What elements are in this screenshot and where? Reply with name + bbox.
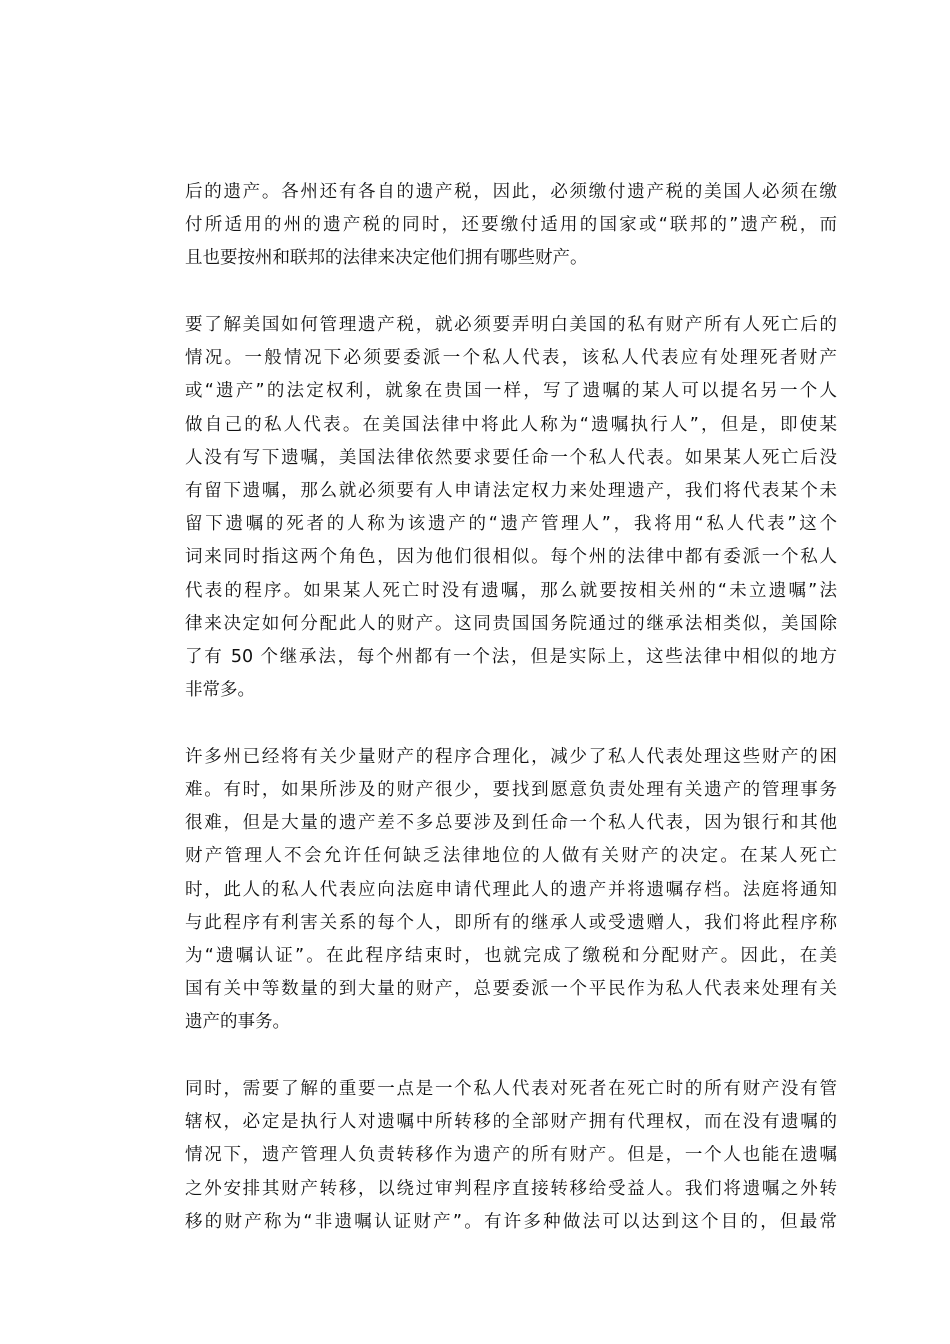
- text-line: 时，此人的私人代表应向法庭申请代理此人的遗产并将遗嘱存档。法庭将通知: [185, 879, 837, 900]
- text-line: 之外安排其财产转移，以绕过审判程序直接转移给受益人。我们将遗嘱之外转: [185, 1178, 837, 1199]
- text-line: 做自己的私人代表。在美国法律中将此人称为“遗嘱执行人”，但是，即使某: [185, 414, 837, 435]
- text-line: 移的财产称为“非遗嘱认证财产”。有许多种做法可以达到这个目的，但最常: [185, 1211, 837, 1232]
- text-line: 律来决定如何分配此人的财产。这同贵国国务院通过的继承法相类似，美国除: [185, 613, 837, 634]
- text-line: 情况。一般情况下必须要委派一个私人代表，该私人代表应有处理死者财产: [185, 348, 837, 369]
- text-line: 财产管理人不会允许任何缺乏法律地位的人做有关财产的决定。在某人死亡: [185, 846, 837, 867]
- text-line: 词来同时指这两个角色，因为他们很相似。每个州的法律中都有委派一个私人: [185, 547, 837, 568]
- text-line: 有留下遗嘱，那么就必须要有人申请法定权力来处理遗产，我们将代表某个未: [185, 481, 837, 501]
- text-line: 或“遗产”的法定权利，就象在贵国一样，写了遗嘱的某人可以提名另一个人: [185, 381, 837, 402]
- text-line: 非常多。: [185, 680, 255, 701]
- text-line: 情况下，遗产管理人负责转移作为遗产的所有财产。但是，一个人也能在遗嘱: [185, 1145, 837, 1166]
- paragraph-4: [185, 1073, 837, 1239]
- text-line: 遗产的事务。: [185, 1012, 290, 1033]
- text-line: 为“遗嘱认证”。在此程序结束时，也就完成了缴税和分配财产。因此，在美: [185, 945, 837, 966]
- text-line: 要了解美国如何管理遗产税，就必须要弄明白美国的私有财产所有人死亡后的: [185, 315, 837, 336]
- text-line: 与此程序有利害关系的每个人，即所有的继承人或受遗赠人，我们将此程序称: [185, 912, 837, 933]
- paragraph-3: [185, 741, 837, 1040]
- text-line: 代表的程序。如果某人死亡时没有遗嘱，那么就要按相关州的“未立遗嘱”法: [185, 580, 837, 601]
- text-line: 且也要按州和联邦的法律来决定他们拥有哪些财产。: [185, 248, 588, 269]
- text-line: 很难，但是大量的遗产差不多总要涉及到任命一个私人代表，因为银行和其他: [185, 813, 837, 834]
- text-line: 难。有时，如果所涉及的财产很少，要找到愿意负责处理有关遗产的管理事务: [185, 780, 837, 800]
- paragraph-1: [185, 176, 837, 276]
- paragraph-2: [185, 309, 837, 707]
- text-line: 付所适用的州的遗产税的同时，还要缴付适用的国家或“联邦的”遗产税，而: [185, 215, 837, 236]
- text-line: 辖权，必定是执行人对遗嘱中所转移的全部财产拥有代理权，而在没有遗嘱的: [185, 1112, 837, 1133]
- text-line: 了有 50 个继承法，每个州都有一个法，但是实际上，这些法律中相似的地方: [185, 646, 837, 667]
- text-line: 国有关中等数量的到大量的财产，总要委派一个平民作为私人代表来处理有关: [185, 979, 837, 1000]
- text-line: 许多州已经将有关少量财产的程序合理化，减少了私人代表处理这些财产的困: [185, 746, 837, 767]
- text-line: 留下遗嘱的死者的人称为该遗产的“遗产管理人”，我将用“私人代表”这个: [185, 514, 837, 535]
- text-line: 人没有写下遗嘱，美国法律依然要求要任命一个私人代表。如果某人死亡后没: [185, 447, 837, 468]
- text-line: 后的遗产。各州还有各自的遗产税，因此，必须缴付遗产税的美国人必须在缴: [185, 182, 837, 202]
- text-line: 同时，需要了解的重要一点是一个私人代表对死者在死亡时的所有财产没有管: [185, 1079, 837, 1099]
- document-page: [185, 176, 837, 1239]
